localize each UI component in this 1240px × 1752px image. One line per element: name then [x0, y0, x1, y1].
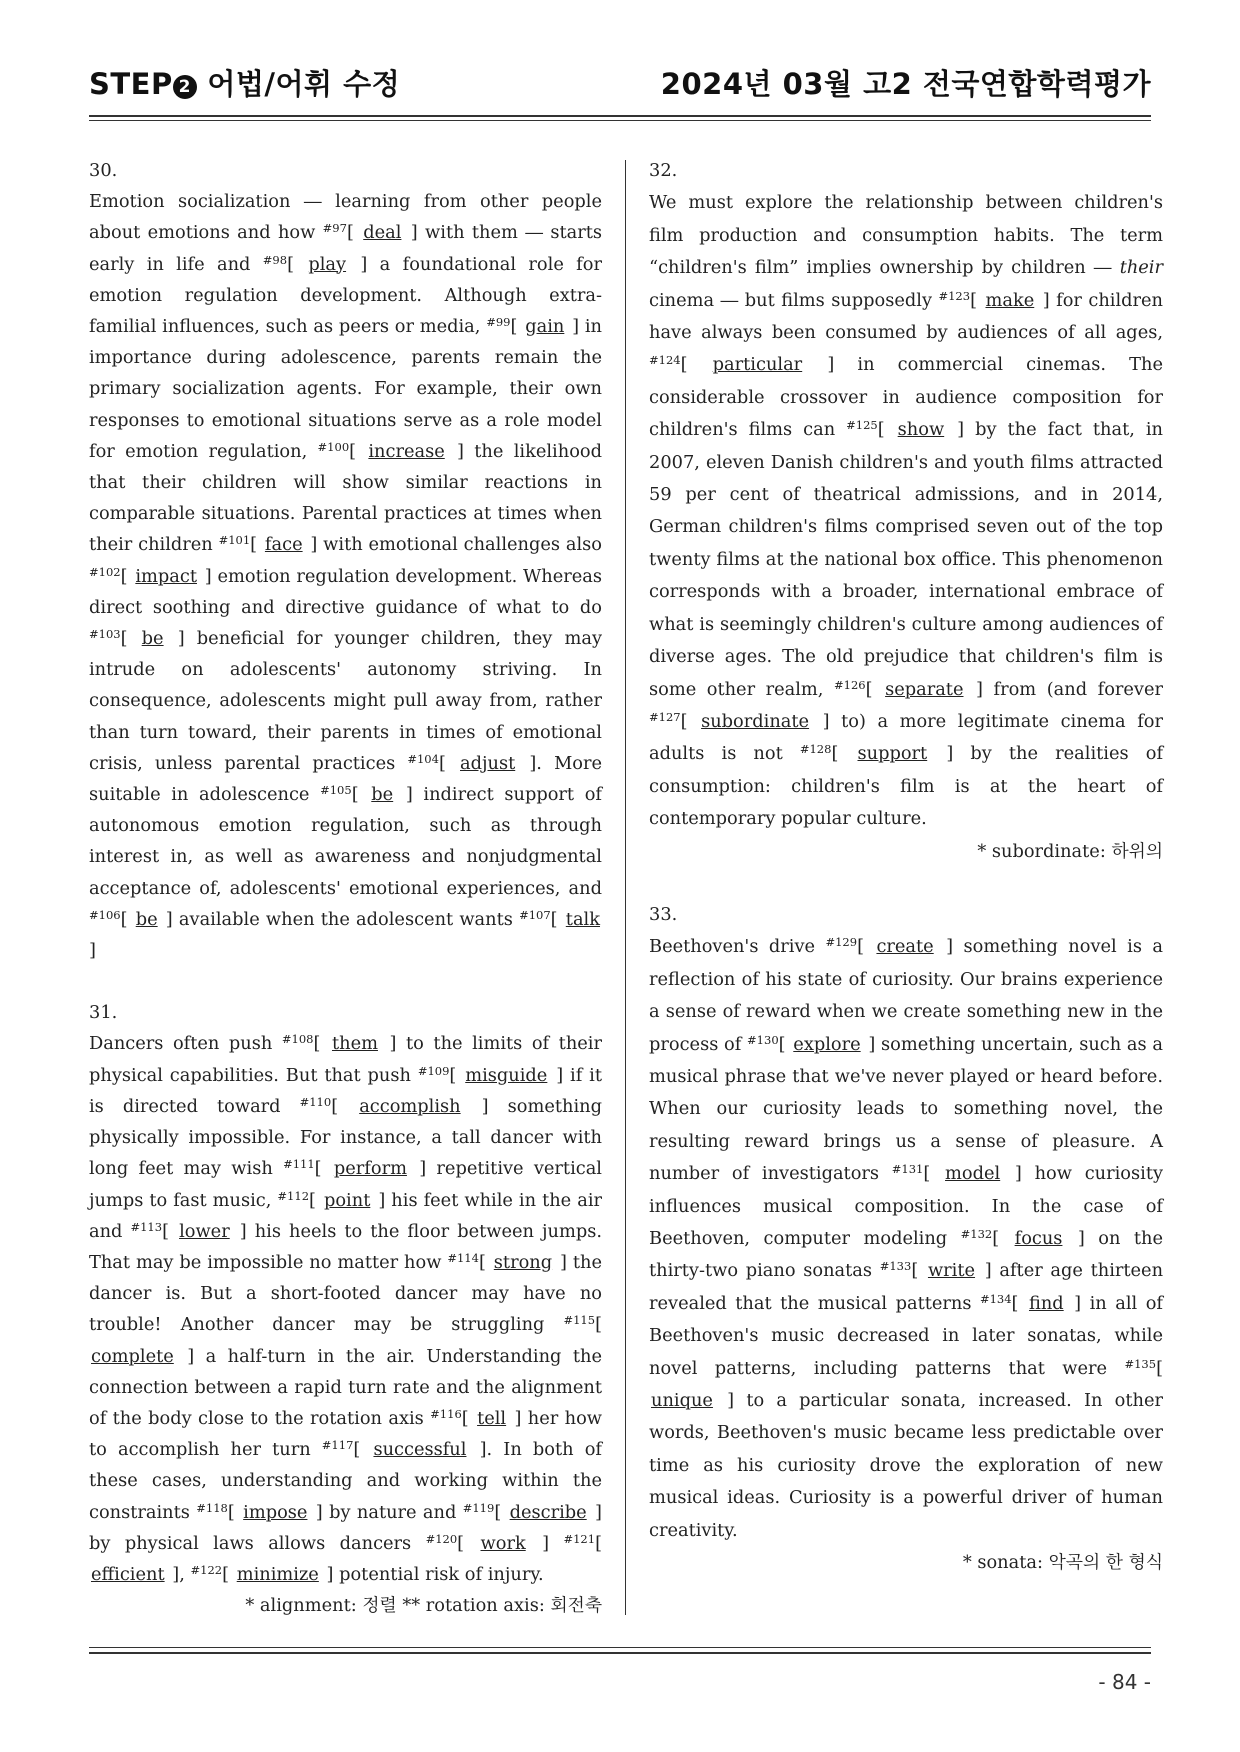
answer-blank[interactable]: separate	[885, 678, 964, 700]
answer-blank[interactable]: lower	[179, 1220, 230, 1242]
blank-tag: #107	[519, 907, 551, 922]
answer-blank[interactable]: explore	[793, 1033, 861, 1055]
blank-tag: #124	[649, 353, 681, 368]
text: Beethoven's drive	[649, 936, 826, 958]
question-32	[649, 155, 1163, 868]
text: for children have always been consumed by audiences of all ages,	[649, 289, 1164, 344]
answer-blank[interactable]: talk	[565, 908, 601, 930]
text: his feet while in the air and	[89, 1189, 603, 1242]
text: in all of Beethoven's music decreased in later sonatas, while novel patterns, including patterns that were	[649, 1292, 1163, 1379]
blank-tag: #125	[846, 418, 878, 433]
question-number: 31.	[89, 1002, 118, 1024]
blank-tag: #130	[747, 1032, 779, 1047]
footer-rule-top	[89, 1647, 1151, 1648]
blank-tag: #120	[425, 1531, 458, 1546]
blank-tag: #135	[1124, 1356, 1157, 1371]
blank-tag: #108	[281, 1032, 314, 1047]
question-number: 32.	[649, 160, 678, 181]
answer-blank[interactable]: be	[135, 908, 158, 930]
blank-tag: #123	[938, 288, 971, 303]
passage: Emotion socialization ― learning from other people about emotions and how $^{\#97}$[ deal ] with them ― starts early in life and $^{\#98}$[ play ] a foundational role for emotion regulation development. Although extra-familial influences, such as peers or media, $^{\#99}$[ gain ] in importance during adolescence, parents remain the primary socialization agents. For example, their own responses to emotional situations serve as a role model for emotion regulation, $^{\#100}$[ increase ] the likelihood that their children will show similar reactions in comparable situations. Parental practices at times when their children $^{\#101}$[ face ] with emotional challenges also $^{\#102}$[ impact ] emotion regulation development. Whereas direct soothing and directive guidance of what to do $^{\#103}$[ be ] beneficial for younger children, they may intrude on adolescents' autonomy striving. In consequence, adolescents might pull away from, rather than turn toward, their parents in times of emotional crisis, unless parental practices $^{\#104}$[ adjust ]. More suitable in adolescence $^{\#105}$[ be ] indirect support of autonomous emotion regulation, such as through interest in, as well as awareness and nonjudgmental acceptance of, adolescents' emotional experiences, and $^{\#106}$[ be ] available when the adolescent wants $^{\#107}$[ talk ]	[89, 191, 603, 962]
passage: Dancers often push $^{\#108}$[ them ] to the limits of their physical capabilities. But that push $^{\#109}$[ misguide ] if it is directed toward $^{\#110}$[ accomplish ] something physically impossible. For instance, a tall dancer with long feet may wish $^{\#111}$[ perform ] repetitive vertical jumps to fast music, $^{\#112}$[ point ] his feet while in the air and $^{\#113}$[ lower ] his heels to the floor between jumps. That may be impossible no matter how $^{\#114}$[ strong ] the dancer is. But a short-footed dancer may have no trouble! Another dancer may be struggling $^{\#115}$[ complete ] a half-turn in the air. Understanding the connection between a rapid turn rate and the alignment of the body close to the rotation axis $^{\#116}$[ tell ] her how to accomplish her turn $^{\#117}$[ successful ]. In both of these cases, understanding and working within the constraints $^{\#118}$[ impose ] by nature and $^{\#119}$[ describe ] by physical laws allows dancers $^{\#120}$[ work ] $^{\#121}$[ efficient ], $^{\#122}$[ minimize ] potential risk of injury.	[89, 1032, 603, 1585]
answer-blank[interactable]: support	[857, 743, 928, 765]
text: Dancers often push	[89, 1033, 282, 1055]
text: emotion regulation development. Whereas direct soothing and directive guidance of what to do	[89, 565, 603, 618]
answer-blank[interactable]: face	[264, 534, 303, 556]
blank-tag: #129	[825, 935, 858, 950]
blank-tag: #102	[89, 564, 121, 579]
blank-tag: #113	[130, 1219, 163, 1234]
question-30	[89, 155, 602, 966]
question-number: 30.	[89, 160, 118, 181]
step-title	[89, 62, 400, 103]
text	[549, 1533, 563, 1554]
answer-blank[interactable]: play	[308, 253, 347, 275]
header-rule-top	[89, 115, 1151, 117]
text: available when the adolescent wants	[172, 908, 520, 930]
answer-blank[interactable]: successful	[373, 1439, 467, 1461]
answer-blank[interactable]: them	[331, 1033, 378, 1055]
answer-blank[interactable]: impact	[135, 565, 197, 587]
footnote: * sonata: 악곡의 한 형식	[962, 1552, 1163, 1574]
answer-blank[interactable]: describe	[509, 1501, 587, 1523]
text: on the thirty-two piano sonatas	[649, 1228, 1163, 1282]
step-label: STEP	[89, 67, 173, 101]
text: after age thirteen revealed that the musical patterns	[649, 1260, 1164, 1314]
answer-blank[interactable]: minimize	[236, 1563, 319, 1585]
answer-blank[interactable]: complete	[91, 1345, 174, 1367]
answer-blank[interactable]: efficient	[91, 1563, 165, 1585]
text: from (and forever	[982, 678, 1163, 700]
blank-tag: #99	[486, 315, 511, 330]
blank-tag: #128	[799, 742, 832, 757]
blank-tag: #115	[563, 1313, 596, 1328]
blank-tag: #111	[283, 1157, 315, 1172]
text: potential risk of injury.	[333, 1563, 544, 1585]
question-31	[89, 997, 602, 1621]
text: . More suitable in adolescence	[89, 752, 603, 806]
blank-tag: #131	[891, 1162, 924, 1177]
answer-blank[interactable]: increase	[368, 440, 445, 462]
page-header	[89, 62, 1151, 106]
answer-blank[interactable]: accomplish	[359, 1095, 461, 1117]
answer-blank[interactable]: strong	[493, 1251, 553, 1273]
page-number: - 84 -	[1098, 1670, 1151, 1694]
text: to the limits of their physical capabilities. But that push	[89, 1033, 602, 1086]
blank-tag: #117	[321, 1438, 354, 1453]
answer-blank[interactable]: misguide	[465, 1064, 548, 1086]
blank-tag: #101	[218, 533, 251, 548]
blank-tag: #110	[299, 1094, 332, 1109]
blank-tag: #121	[563, 1531, 596, 1546]
exam-title: 2024년 03월 고2 전국연합학력평가	[660, 67, 1151, 101]
answer-blank[interactable]: create	[876, 936, 934, 958]
answer-blank[interactable]: be	[371, 784, 394, 806]
step-number-badge: 2	[173, 75, 197, 99]
text: something novel is a reflection of his state of curiosity. Our brains experience a sense of reward when we create something new in the process of	[649, 936, 1163, 1055]
text: by the realities of consumption: children's film is at the heart of contemporary popular culture.	[649, 743, 1164, 830]
text: something physically impossible. For instance, a tall dancer with long feet may wish	[89, 1095, 602, 1180]
answer-blank[interactable]: be	[141, 628, 164, 650]
blank-tag: #134	[979, 1291, 1012, 1306]
text: a foundational role for emotion regulation development. Although extra-familial influences, such as peers or media,	[89, 253, 602, 338]
answer-blank[interactable]: focus	[1014, 1228, 1063, 1249]
answer-blank[interactable]: perform	[333, 1158, 407, 1180]
answer-blank[interactable]: gain	[525, 316, 565, 338]
answer-blank[interactable]: particular	[712, 354, 803, 376]
blank-tag: #105	[320, 783, 352, 798]
answer-blank[interactable]: impose	[243, 1501, 308, 1523]
column-divider	[625, 160, 626, 1615]
text: a half-turn in the air. Understanding the connection between a rapid turn rate and the alignment of the body close to the rotation axis	[89, 1345, 602, 1429]
blank-tag: #104	[407, 751, 439, 766]
text: the likelihood that their children will show similar reactions in comparable situations. Parental practices at times when their children	[89, 440, 602, 556]
blank-tag: #127	[649, 709, 681, 724]
text: to a particular sonata, increased. In other words, Beethoven's music became less predictable over time as his curiosity drove the exploration of new musical ideas. Curiosity is a powerful driver of human creativity.	[649, 1390, 1163, 1541]
blank-tag: #116	[430, 1406, 462, 1421]
left-column	[89, 155, 602, 1621]
blank-tag: #118	[196, 1500, 228, 1515]
text: with emotional challenges also	[317, 534, 602, 556]
blank-tag: #114	[447, 1250, 479, 1265]
text: with them ― starts early in life and	[89, 222, 602, 275]
text: how curiosity influences musical composition. In the case of Beethoven, computer modeling	[649, 1163, 1164, 1249]
text: something uncertain, such as a musical phrase that we've never played or heard before. When our curiosity leads to something novel, the resulting reward brings us a sense of pleasure. A number of investigators	[649, 1033, 1163, 1185]
text: . In both of these cases, understanding and working within the constraints	[89, 1439, 602, 1523]
blank-tag: #98	[262, 252, 288, 267]
blank-tag: #97	[322, 221, 347, 236]
text: repetitive vertical jumps to fast music,	[89, 1158, 602, 1211]
footnote: * alignment: 정렬 ** rotation axis: 회전축	[245, 1595, 602, 1617]
text: indirect support of autonomous emotion regulation, such as through interest in, as well as awareness and nonjudgmental acceptance of, adolescents' emotional experiences, and	[89, 784, 602, 899]
footnote: * subordinate: 하위의	[977, 840, 1163, 862]
text: by physical laws allows dancers	[89, 1532, 426, 1554]
text: if it is directed toward	[89, 1064, 602, 1117]
answer-blank[interactable]: model	[945, 1163, 1001, 1185]
blank-tag: #119	[462, 1500, 495, 1515]
text: cinema ― but films supposedly	[649, 289, 939, 311]
question-33	[649, 899, 1163, 1580]
text: beneficial for younger children, they may intrude on adolescents' autonomy striving. In consequence, adolescents might pull away from, rather than turn toward, their parents in times of emotional crisis, unless parental practices	[89, 628, 602, 774]
blank-tag: #112	[277, 1188, 310, 1203]
blank-tag: #100	[317, 439, 350, 454]
text: ,	[179, 1563, 191, 1585]
answer-blank[interactable]: write	[927, 1260, 976, 1282]
text: to) a more legitimate cinema for adults is not	[649, 710, 1163, 765]
answer-blank[interactable]: work	[480, 1532, 526, 1554]
blank-tag: #122	[190, 1562, 223, 1577]
text: by the fact that, in 2007, eleven Danish children's and youth films attracted 59 per cent of theatrical admissions, and in 2014, German children's films comprised seven out of the top twenty films at the national box office. This phenomenon corresponds with a broader, international embrace of what is seemingly children's culture among audiences of diverse ages. The old prejudice that children's film is some other realm,	[649, 419, 1163, 700]
passage: Beethoven's drive $^{\#129}$[ create ] something novel is a reflection of his state of curiosity. Our brains experience a sense of reward when we create something new in the process of $^{\#130}$[ explore ] something uncertain, such as a musical phrase that we've never played or heard before. When our curiosity leads to something novel, the resulting reward brings us a sense of pleasure. A number of investigators $^{\#131}$[ model ] how curiosity influences musical composition. In the case of Beethoven, computer modeling $^{\#132}$[ focus ] on the thirty-two piano sonatas $^{\#133}$[ write ] after age thirteen revealed that the musical patterns $^{\#134}$[ find ] in all of Beethoven's music decreased in later sonatas, while novel patterns, including patterns that were $^{\#135}$[ unique ] to a particular sonata, increased. In other words, Beethoven's music became less predictable over time as his curiosity drove the exploration of new musical ideas. Curiosity is a powerful driver of human creativity.	[649, 935, 1164, 1541]
passage: We must explore the relationship between children's film production and consumption habits. The term “children's film” implies ownership by children ― their cinema ― but films supposedly $^{\#123}$[ make ] for children have always been consumed by audiences of all ages, $^{\#124}$[ particular ] in commercial cinemas. The considerable crossover in audience composition for children's films can $^{\#125}$[ show ] by the fact that, in 2007, eleven Danish children's and youth films attracted 59 per cent of theatrical admissions, and in 2014, German children's films comprised seven out of the top twenty films at the national box office. This phenomenon corresponds with a broader, international embrace of what is seemingly children's culture among audiences of diverse ages. The old prejudice that children's film is some other realm, $^{\#126}$[ separate ] from (and forever $^{\#127}$[ subordinate ] to) a more legitimate cinema for adults is not $^{\#128}$[ support ] by the realities of consumption: children's film is at the heart of contemporary popular culture.	[649, 192, 1164, 830]
text: in commercial cinemas. The considerable crossover in audience composition for children's films can	[649, 354, 1163, 441]
blank-tag: #126	[834, 677, 866, 692]
step-subtitle: 어법/어휘 수정	[196, 67, 401, 101]
text: her how to accomplish her turn	[89, 1407, 603, 1461]
italic-text: their	[1119, 257, 1163, 279]
answer-blank[interactable]: deal	[363, 222, 402, 244]
answer-blank[interactable]: unique	[651, 1390, 713, 1412]
blank-tag: #133	[879, 1259, 912, 1274]
header-rule-bottom	[89, 120, 1151, 121]
answer-blank[interactable]: point	[323, 1189, 371, 1211]
footer-rule-bottom	[89, 1652, 1151, 1654]
text: in importance during adolescence, parents remain the primary socialization agents. For example, their own responses to emotional situations serve as a role model for emotion regulation,	[89, 316, 602, 462]
text: his heels to the floor between jumps. That may be impossible no matter how	[89, 1220, 603, 1273]
text: the dancer is. But a short-footed dancer may have no trouble! Another dancer may be struggling	[89, 1251, 603, 1336]
blank-tag: #103	[89, 627, 121, 642]
text: We must explore the relationship between children's film production and consumption habits. The term “children's film” implies ownership by children ―	[649, 192, 1163, 279]
blank-tag: #132	[960, 1227, 993, 1241]
blank-tag: #109	[417, 1063, 450, 1078]
answer-blank[interactable]: subordinate	[701, 710, 810, 732]
answer-blank[interactable]: show	[897, 419, 945, 441]
right-column	[649, 155, 1163, 1579]
text: Emotion socialization ― learning from other people about emotions and how	[89, 191, 602, 244]
answer-blank[interactable]: adjust	[460, 752, 516, 774]
blank-tag: #106	[89, 907, 121, 922]
answer-blank[interactable]: make	[985, 289, 1035, 311]
text: by nature and	[322, 1501, 463, 1523]
question-number: 33.	[649, 903, 678, 925]
answer-blank[interactable]: tell	[477, 1407, 507, 1429]
answer-blank[interactable]: find	[1028, 1292, 1064, 1314]
